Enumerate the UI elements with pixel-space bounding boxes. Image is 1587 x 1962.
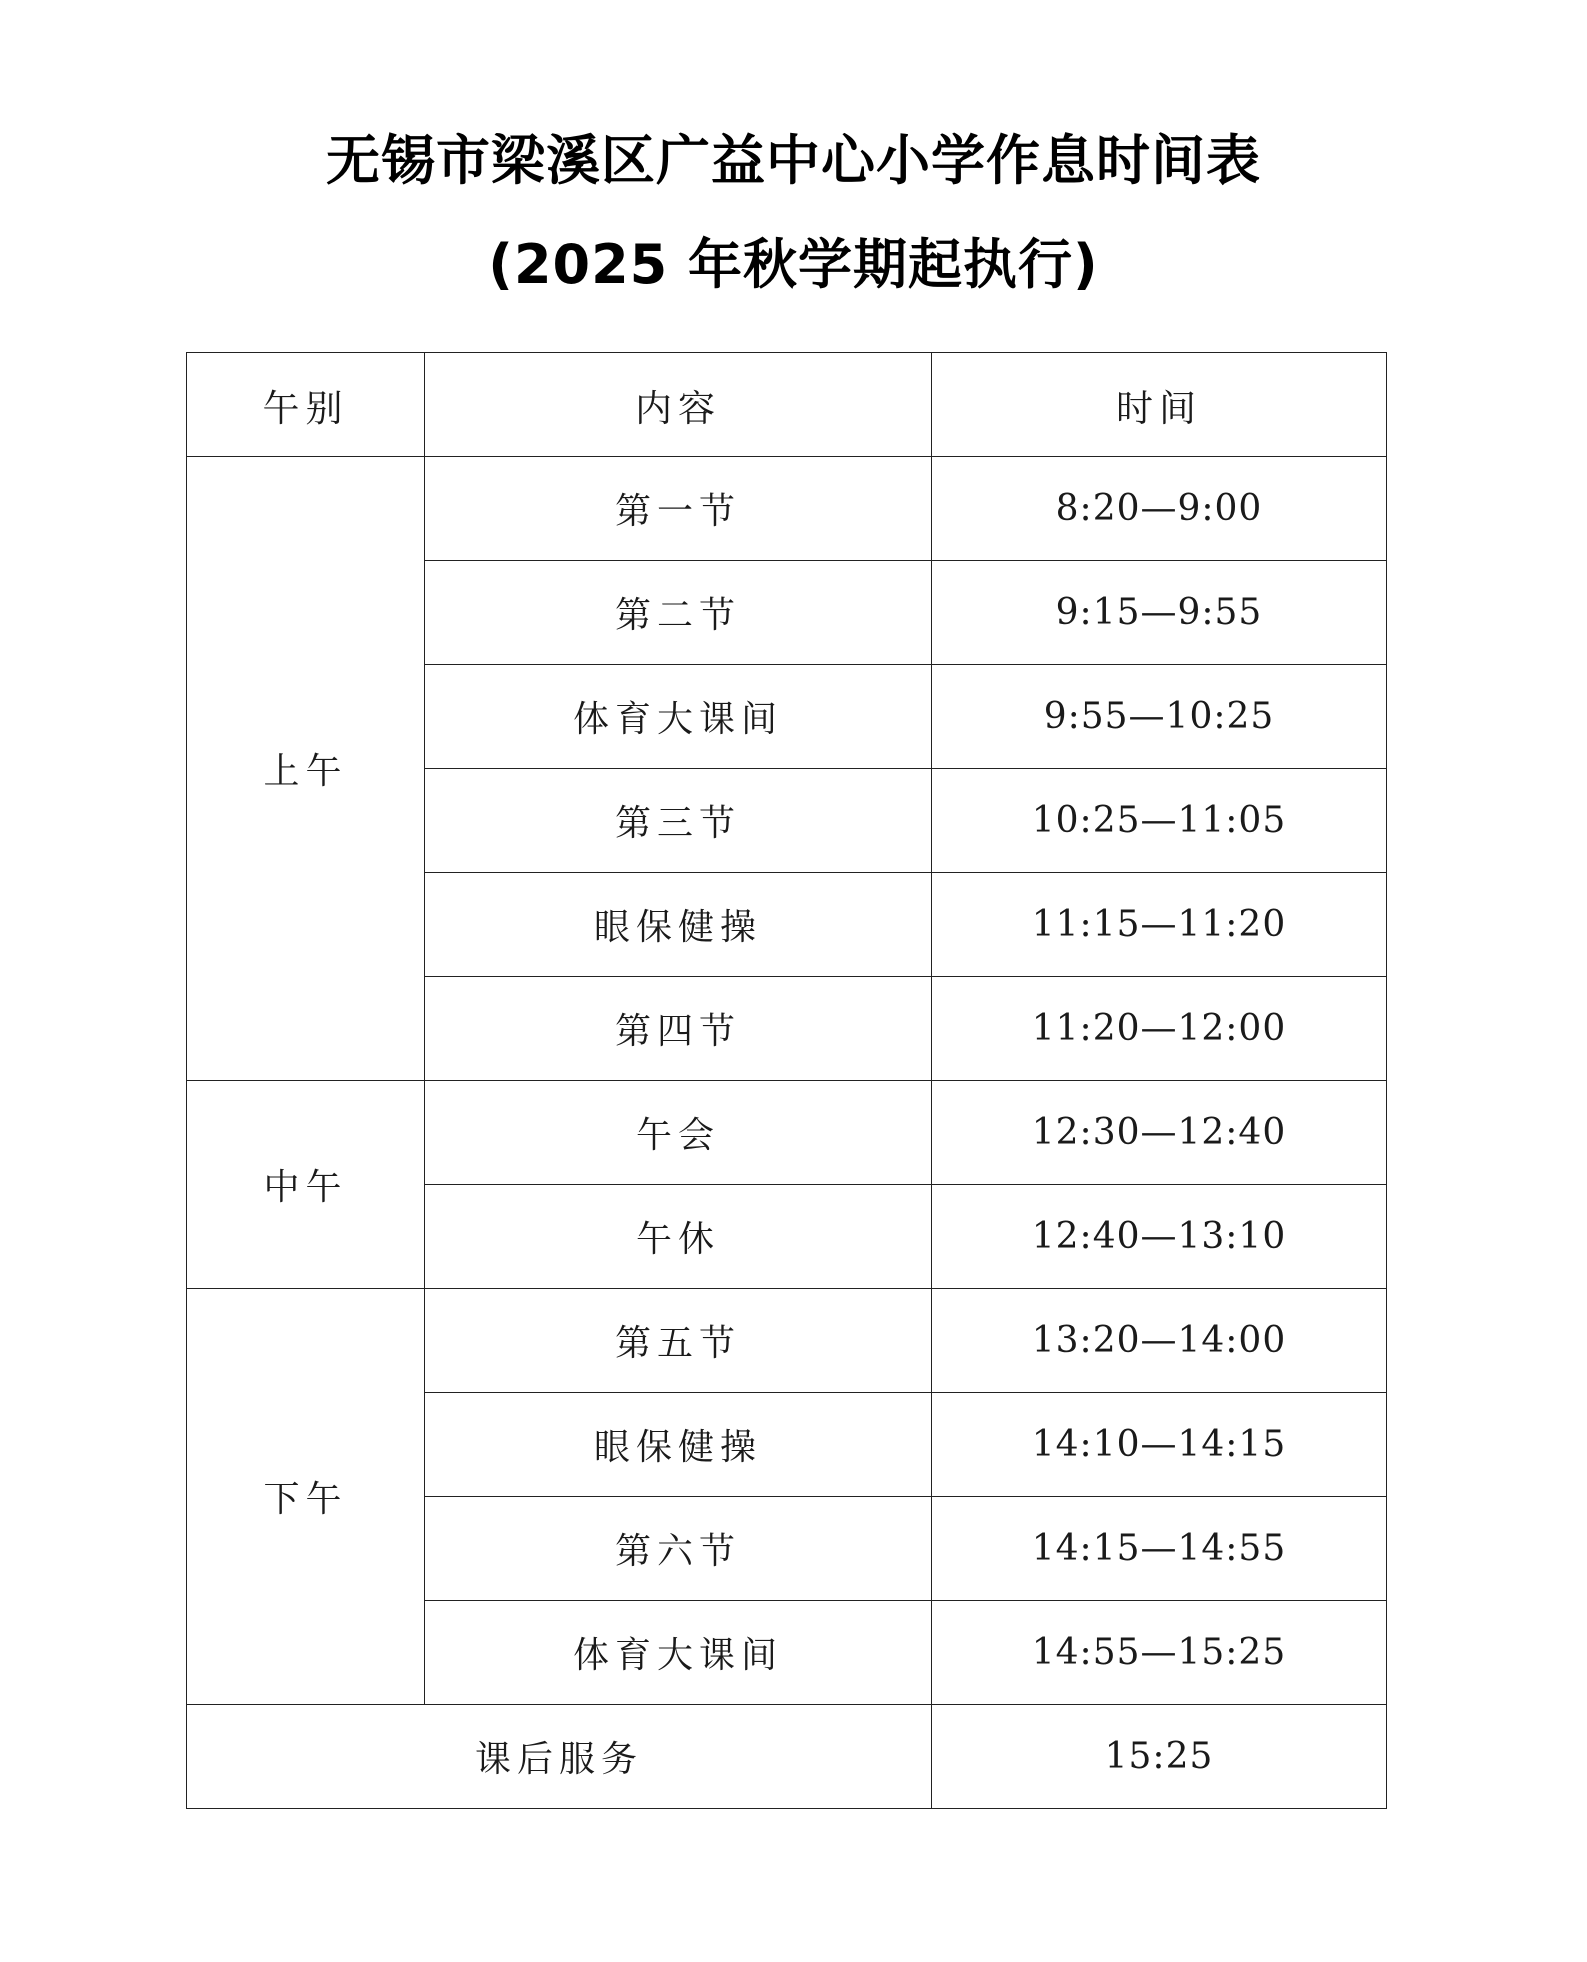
header-period: 午别 <box>187 353 425 457</box>
table-footer-row <box>187 1705 1387 1809</box>
content-cell: 第六节 <box>425 1497 932 1601</box>
time-cell: 12:40—13:10 <box>932 1185 1387 1289</box>
table-row <box>187 457 1387 561</box>
time-cell: 9:55—10:25 <box>932 665 1387 769</box>
time-cell: 12:30—12:40 <box>932 1081 1387 1185</box>
content-cell: 眼保健操 <box>425 1393 932 1497</box>
header-time: 时间 <box>932 353 1387 457</box>
time-cell: 11:20—12:00 <box>932 977 1387 1081</box>
document-subtitle: (2025 年秋学期起执行) <box>488 233 1099 296</box>
content-cell: 第四节 <box>425 977 932 1081</box>
time-cell: 14:55—15:25 <box>932 1601 1387 1705</box>
time-cell: 11:15—11:20 <box>932 873 1387 977</box>
table-header-row <box>187 353 1387 457</box>
schedule-table <box>186 352 1387 1809</box>
time-cell: 14:15—14:55 <box>932 1497 1387 1601</box>
content-cell: 午休 <box>425 1185 932 1289</box>
table-row <box>187 1081 1387 1185</box>
period-cell-morning: 上午 <box>187 457 425 1081</box>
after-school-label: 课后服务 <box>187 1705 932 1809</box>
content-cell: 午会 <box>425 1081 932 1185</box>
time-cell: 13:20—14:00 <box>932 1289 1387 1393</box>
content-cell: 第一节 <box>425 457 932 561</box>
content-cell: 体育大课间 <box>425 665 932 769</box>
period-cell-afternoon: 下午 <box>187 1289 425 1705</box>
time-cell: 14:10—14:15 <box>932 1393 1387 1497</box>
document-title: 无锡市梁溪区广益中心小学作息时间表 <box>326 129 1261 192</box>
table-row <box>187 1289 1387 1393</box>
content-cell: 第三节 <box>425 769 932 873</box>
period-cell-noon: 中午 <box>187 1081 425 1289</box>
content-cell: 第五节 <box>425 1289 932 1393</box>
time-cell: 8:20—9:00 <box>932 457 1387 561</box>
content-cell: 体育大课间 <box>425 1601 932 1705</box>
header-content: 内容 <box>425 353 932 457</box>
after-school-time: 15:25 <box>932 1705 1387 1809</box>
content-cell: 眼保健操 <box>425 873 932 977</box>
content-cell: 第二节 <box>425 561 932 665</box>
time-cell: 10:25—11:05 <box>932 769 1387 873</box>
time-cell: 9:15—9:55 <box>932 561 1387 665</box>
